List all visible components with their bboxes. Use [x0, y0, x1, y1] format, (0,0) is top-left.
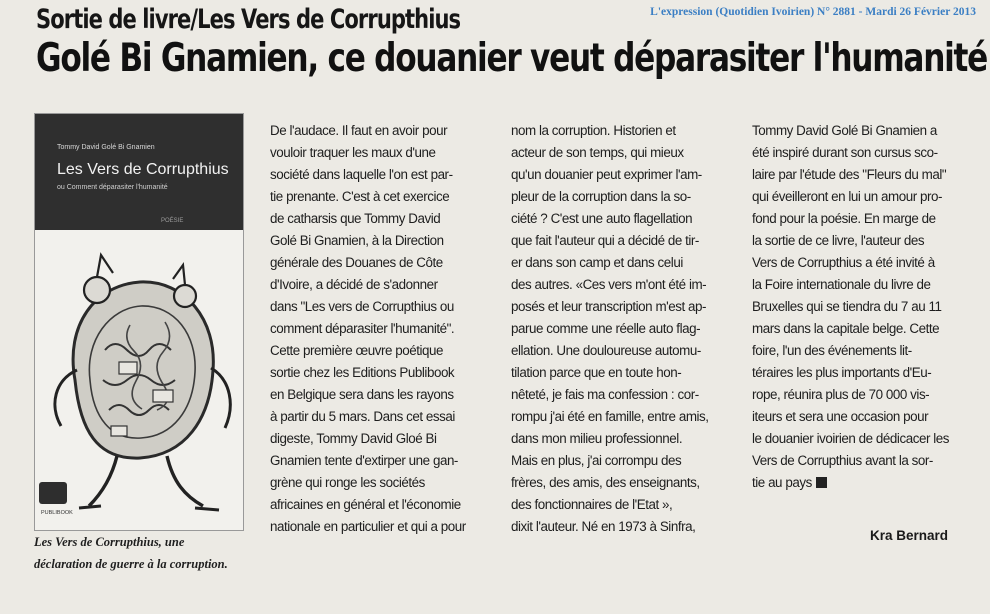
- text-line: sortie chez les Editions Publibook: [270, 365, 455, 380]
- text-line: er dans son camp et dans celui: [511, 255, 683, 270]
- text-line: Golé Bi Gnamien, à la Direction: [270, 233, 444, 248]
- text-line: rope, réunira plus de 70 000 vis-: [752, 387, 930, 402]
- text-line: qu'un douanier peut exprimer l'am-: [511, 167, 702, 182]
- text-line: parue comme une réelle auto flag-: [511, 321, 701, 336]
- text-line: Bruxelles qui se tiendra du 7 au 11: [752, 299, 942, 314]
- text-line: Cette première œuvre poétique: [270, 343, 444, 358]
- text-line: à partir du 5 mars. Dans cet essai: [270, 409, 455, 424]
- text-line: Tommy David Golé Bi Gnamien a: [752, 123, 937, 138]
- text-line: dans "Les vers de Corrupthius ou: [270, 299, 454, 314]
- text-line: posés et leur transcription m'est ap-: [511, 299, 707, 314]
- caption-line: Les Vers de Corrupthius, une: [34, 535, 185, 549]
- text-line: la Foire internationale du livre de: [752, 277, 931, 292]
- image-caption: [34, 531, 249, 575]
- text-line: comment déparasiter l'humanité".: [270, 321, 455, 336]
- text-line: qui éveilleront en lui un amour pro-: [752, 189, 942, 204]
- newspaper-source-line: L'expression (Quotidien Ivoirien) N° 2881 - Mardi 26 Février 2013: [650, 6, 976, 18]
- text-line: le douanier ivoirien de dédicacer les: [752, 431, 949, 446]
- text-line: téraires les plus importants d'Eu-: [752, 365, 932, 380]
- cover-publisher: PUBLIBOOK: [41, 510, 73, 516]
- article-column-1: [270, 120, 494, 538]
- text-line: fond pour la poésie. En marge de: [752, 211, 936, 226]
- text-line: laire par l'étude des "Fleurs du mal": [752, 167, 947, 182]
- text-line: digeste, Tommy David Gloé Bi: [270, 431, 437, 446]
- text-line: De l'audace. Il faut en avoir pour: [270, 123, 448, 138]
- text-line: ellation. Une douloureuse automu-: [511, 343, 701, 358]
- text-line: Mais en plus, j'ai corrompu des: [511, 453, 682, 468]
- article-headline: Golé Bi Gnamien, ce douanier veut déparasiter l'humanité: [36, 36, 988, 81]
- text-line: frères, des amis, des enseignants,: [511, 475, 700, 490]
- cover-illustration: [35, 230, 244, 531]
- text-line: été inspiré durant son cursus sco-: [752, 145, 938, 160]
- text-line: dixit l'auteur. Né en 1973 à Sinfra,: [511, 519, 696, 534]
- text-line: tie prenante. C'est à cet exercice: [270, 189, 450, 204]
- text-line: grène qui ronge les sociétés: [270, 475, 425, 490]
- text-line: vouloir traquer les maux d'une: [270, 145, 436, 160]
- text-line: foire, l'un des événements lit-: [752, 343, 912, 358]
- cover-author: Tommy David Golé Bi Gnamien: [57, 144, 155, 151]
- text-line: des autres. «Ces vers m'ont été im-: [511, 277, 707, 292]
- text-line: Vers de Corrupthius a été invité à: [752, 255, 935, 270]
- cover-title: Les Vers de Corrupthius: [57, 161, 229, 178]
- cover-subtitle: ou Comment déparasiter l'humanité: [57, 184, 168, 191]
- text-line: rompu j'ai été en famille, entre amis,: [511, 409, 709, 424]
- caption-line: déclaration de guerre à la corruption.: [34, 557, 228, 571]
- last-text-line: [752, 472, 976, 494]
- article-column-2: [511, 120, 735, 538]
- article-column-3: [752, 120, 976, 494]
- text-line: iteurs et sera une occasion pour: [752, 409, 929, 424]
- text-line: Vers de Corrupthius avant la sor-: [752, 453, 933, 468]
- text-line: pleur de la corruption dans la so-: [511, 189, 691, 204]
- author-signature: Kra Bernard: [870, 528, 949, 543]
- article-kicker: Sortie de livre/Les Vers de Corrupthius: [36, 4, 461, 35]
- text-line: dans mon milieu professionnel.: [511, 431, 683, 446]
- end-of-article-mark: [816, 477, 827, 488]
- text-line: en Belgique sera dans les rayons: [270, 387, 454, 402]
- text-line: générale des Douanes de Côte: [270, 255, 443, 270]
- text-line: tilation parce que en toute hon-: [511, 365, 682, 380]
- text-line: ciété ? C'est une auto flagellation: [511, 211, 693, 226]
- text-line: mars dans la capitale belge. Cette: [752, 321, 940, 336]
- text-line: que fait l'auteur qui a décidé de tir-: [511, 233, 699, 248]
- text-line: nationale en particulier et qui a pour: [270, 519, 466, 534]
- text-line: de catharsis que Tommy David: [270, 211, 441, 226]
- text-line: tie au pays: [752, 475, 812, 490]
- text-line: société dans laquelle l'on est par-: [270, 167, 453, 182]
- book-cover-image: [34, 113, 244, 531]
- text-line: Gnamien tente d'extirper une gan-: [270, 453, 458, 468]
- cover-genre: POÉSIE: [161, 218, 184, 224]
- text-line: nêteté, je fais ma confession : cor-: [511, 387, 699, 402]
- text-line: la sortie de ce livre, l'auteur des: [752, 233, 925, 248]
- text-line: acteur de son temps, qui mieux: [511, 145, 684, 160]
- text-line: nom la corruption. Historien et: [511, 123, 676, 138]
- text-line: africaines en général et l'économie: [270, 497, 461, 512]
- text-line: d'Ivoire, a décidé de s'adonner: [270, 277, 438, 292]
- text-line: des fonctionnaires de l'Etat »,: [511, 497, 673, 512]
